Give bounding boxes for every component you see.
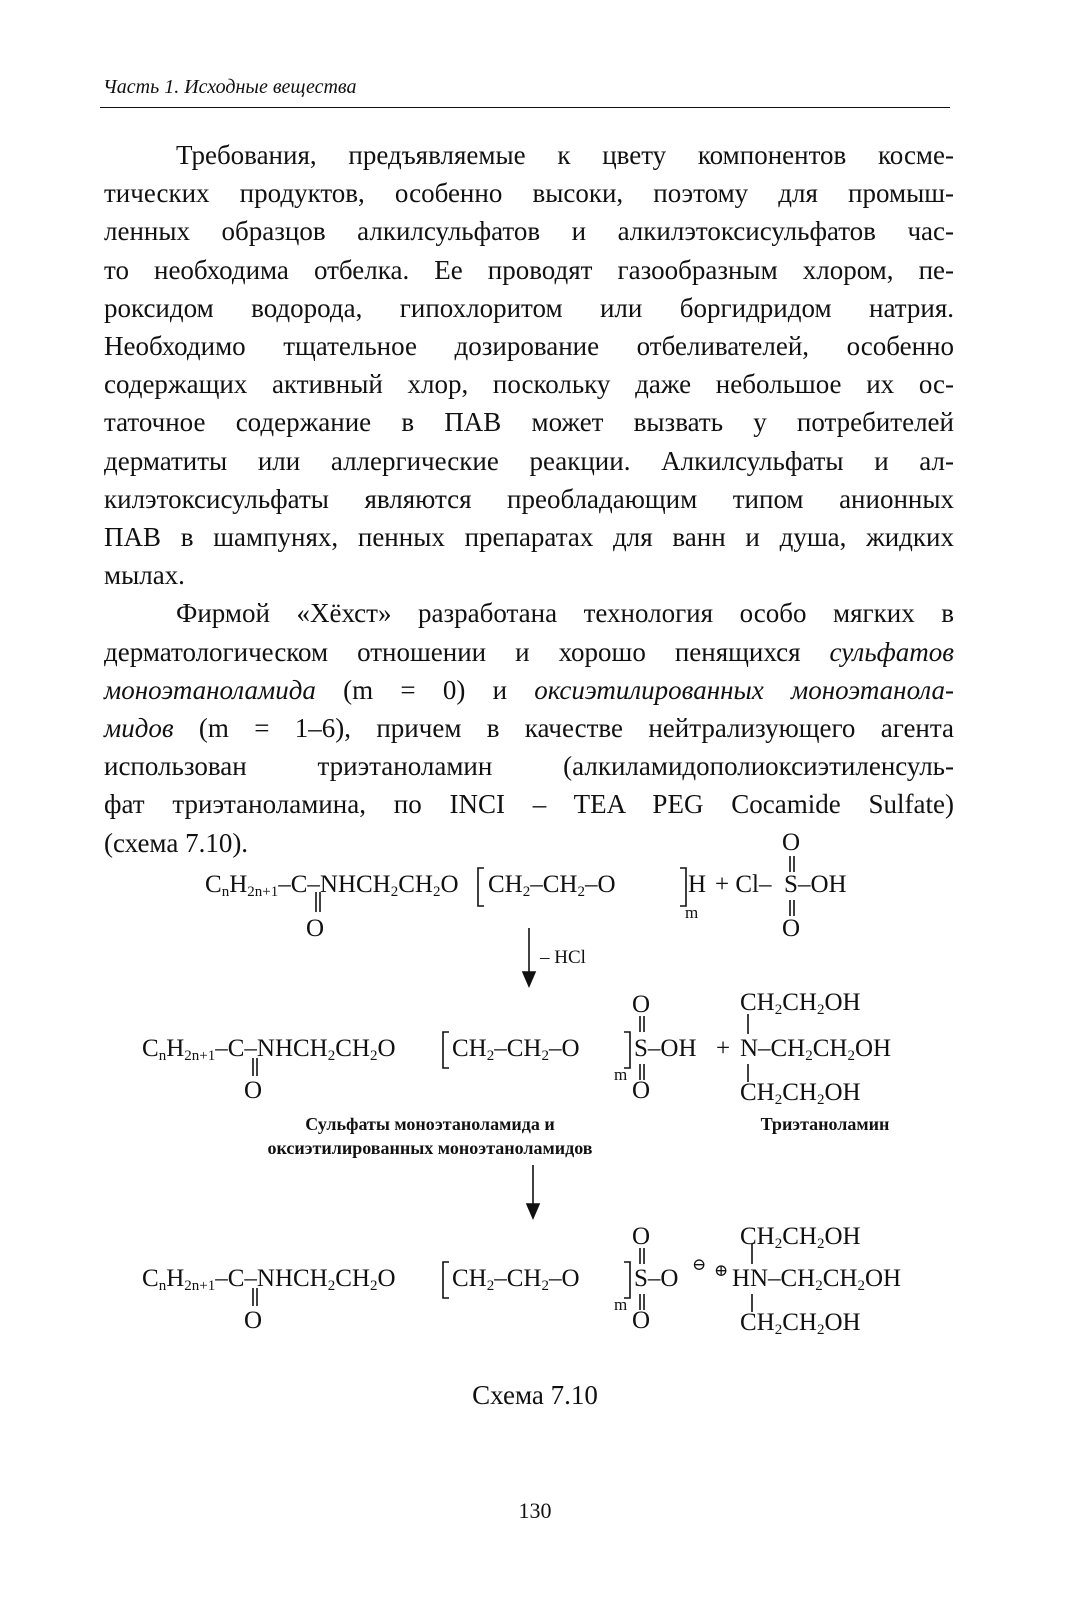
row1-s-top-o: O [782, 829, 801, 856]
row2-plus: + [716, 1035, 731, 1062]
row1-oh: –OH [798, 871, 847, 898]
scheme-lines [0, 820, 1070, 1380]
row3-s-o: S–O [634, 1265, 679, 1292]
row2-s-bottom-o: O [632, 1077, 651, 1104]
page-number: 130 [518, 1498, 552, 1523]
row1-plus-cl: + Cl– [715, 871, 772, 898]
paragraph1-line: Необходимо тщательное дозирование отбеливателей, особенно [104, 331, 954, 362]
row3-tea-bottom: $CH_2CH_2OH$ [740, 1309, 861, 1338]
row1-m: m [685, 903, 699, 922]
body-text [104, 136, 954, 862]
row3-s-bottom-o: O [632, 1307, 651, 1334]
paragraph1-line: тических продуктов, особенно высоки, поэтому для промыш- [104, 178, 954, 209]
paragraph1-line: содержащих активный хлор, поскольку даже небольшое их ос- [104, 369, 954, 400]
row2-carbonyl-o: O [244, 1077, 263, 1104]
row3-carbonyl-o: O [244, 1307, 263, 1334]
row3-m: m [614, 1295, 628, 1314]
scheme-caption: Схема 7.10 [472, 1380, 598, 1410]
paragraph1-line: роксидом водорода, гипохлоритом или боргидридом натрия. [104, 292, 954, 323]
row2-tea-bottom: $CH_2CH_2OH$ [740, 1079, 861, 1108]
paragraph1-line: дерматиты или аллергические реакции. Алкилсульфаты и ал- [104, 445, 954, 476]
row1-s: S [784, 871, 798, 898]
paragraph2-line: (схема 7.10). [104, 827, 249, 858]
row2-amide: $C_nH_{2n+1}-C-NHCH_2CH_2O$ [142, 1035, 396, 1064]
cation-charge: ⊕ [714, 1261, 729, 1280]
row2-tea-n: N [740, 1035, 759, 1062]
paragraph1-line: ленных образцов алкилсульфатов и алкилэтоксисульфатов час- [104, 216, 954, 247]
paragraph1-line: таточное содержание в ПАВ может вызвать у потребителей [104, 407, 954, 438]
paragraph1-line: то необходима отбелка. Ее проводят газообразным хлором, пе- [104, 254, 954, 285]
row2-repeat-unit: $CH_2-CH_2-O$ [452, 1035, 580, 1064]
row1-h: H [688, 871, 707, 898]
hcl-label: – HCl [540, 947, 586, 968]
row2-s-top-o: O [632, 991, 651, 1018]
row3-tea-top: $CH_2CH_2OH$ [740, 1223, 861, 1252]
paragraph1-line: Требования, предъявляемые к цвету компонентов косме- [176, 140, 954, 170]
paragraph2-line: дерматологическом отношении и хорошо пенящихся сульфатов [104, 636, 954, 667]
row1-repeat-unit: $CH_2-CH_2-O$ [488, 871, 616, 900]
reaction-scheme [0, 820, 1070, 1380]
row3-amide: $C_nH_{2n+1}-C-NHCH_2CH_2O$ [142, 1265, 396, 1294]
row3-repeat-unit: $CH_2-CH_2-O$ [452, 1265, 580, 1294]
row2-tea-top: $CH_2CH_2OH$ [740, 989, 861, 1018]
row2-s-oh: S–OH [634, 1035, 697, 1062]
label-triethanolamine: Триэтаноламин [760, 1114, 890, 1134]
header-rule [100, 107, 950, 108]
row3-s-top-o: O [632, 1223, 651, 1250]
paragraph2-line: моноэтаноламида (m = 0) и оксиэтилированных моноэтанола- [104, 674, 954, 705]
label-sulfates: Сульфаты моноэтаноламида и оксиэтилированных моноэтаноламидов [267, 1114, 593, 1158]
paragraph1-line: ПАВ в шампунях, пенных препаратах для ванн и душа, жидких [104, 522, 954, 553]
paragraph1-line: мылах. [104, 560, 185, 591]
row3-hn: HN [732, 1265, 769, 1292]
running-head: Часть 1. Исходные вещества [103, 76, 357, 98]
paragraph2-line: мидов (m = 1–6), причем в качестве нейтрализующего агента [104, 713, 954, 744]
row3-tea-mid: $-CH_2CH_2OH$ [768, 1265, 902, 1294]
paragraph1-line: килэтоксисульфаты являются преобладающим типом анионных [104, 483, 954, 514]
paragraph2-line: использован триэтаноламин (алкиламидополиоксиэтиленсуль- [104, 751, 954, 782]
anion-charge: ⊖ [692, 1255, 707, 1274]
row1-s-bottom-o: O [782, 915, 801, 942]
paragraph2-line: фат триэтаноламина, по INCI – TEA PEG Cocamide Sulfate) [104, 789, 954, 820]
row1-amide: $C_nH_{2n+1}-C-NHCH_2CH_2O$ [205, 871, 459, 900]
row2-tea-mid: $-CH_2CH_2OH$ [758, 1035, 892, 1064]
row1-carbonyl-o: O [306, 915, 325, 942]
row2-m: m [614, 1065, 628, 1084]
paragraph2-line: Фирмой «Хёхст» разработана технология особо мягких в [176, 598, 954, 629]
